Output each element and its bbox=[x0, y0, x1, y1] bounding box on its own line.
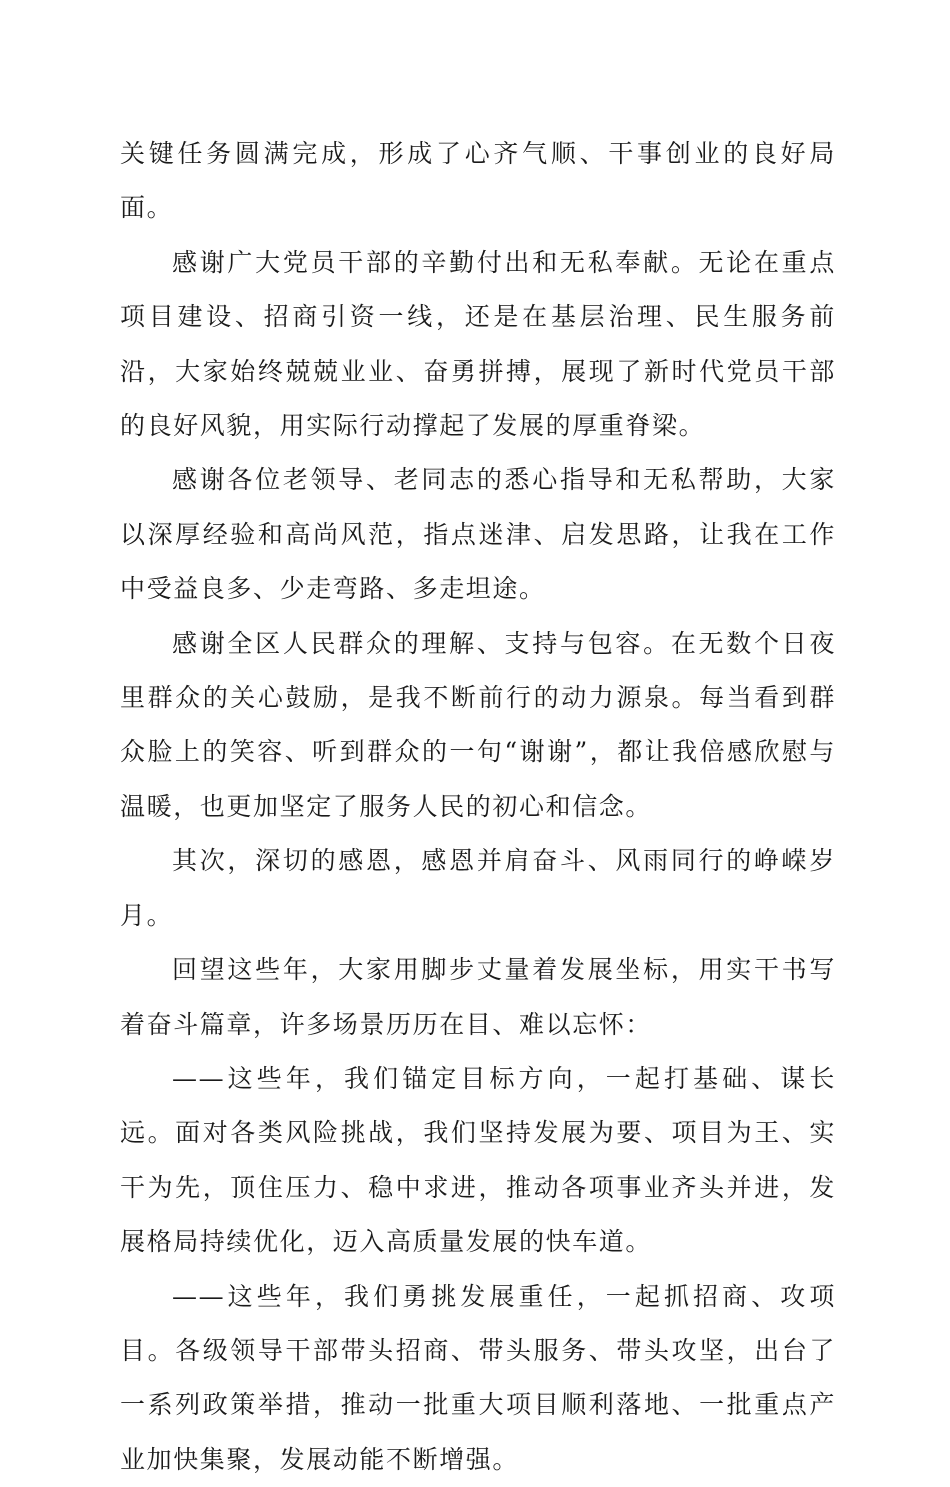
paragraph-review: 回望这些年，大家用脚步丈量着发展坐标，用实干书写着奋斗篇章，许多场景历历在目、难以忘怀： bbox=[120, 955, 836, 1039]
paragraph-thanks-people: 感谢全区人民群众的理解、支持与包容。在无数个日夜里群众的关心鼓励，是我不断前行的动力源泉。每当看到群众脸上的笑容、听到群众的一句“谢谢”，都让我倍感欣慰与温暖，也更加坚定了服务人民的初心和信念。 bbox=[120, 628, 836, 821]
paragraph-thanks-cadres: 感谢广大党员干部的辛勤付出和无私奉献。无论在重点项目建设、招商引资一线，还是在基层治理、民生服务前沿，大家始终兢兢业业、奋勇拼搏，展现了新时代党员干部的良好风貌，用实际行动撑起了发展的厚重脊梁。 bbox=[120, 247, 836, 441]
paragraph-investment: ——这些年，我们勇挑发展重任，一起抓招商、攻项目。各级领导干部带头招商、带头服务、带头攻坚，出台了一系列政策举措，推动一批重大项目顺利落地、一批重点产业加快集聚，发展动能不断增强。 bbox=[120, 1281, 836, 1474]
paragraph-goals: ——这些年，我们锚定目标方向，一起打基础、谋长远。面对各类风险挑战，我们坚持发展为要、项目为王、实干为先，顶住压力、稳中求进，推动各项事业齐头并进，发展格局持续优化，迈入高质量发展的快车道。 bbox=[120, 1063, 836, 1257]
paragraph-thanks-veterans: 感谢各位老领导、老同志的悉心指导和无私帮助，大家以深厚经验和高尚风范，指点迷津、启发思路，让我在工作中受益良多、少走弯路、多走坦途。 bbox=[120, 465, 836, 604]
paragraph-gratitude-heading: 其次，深切的感恩，感恩并肩奋斗、风雨同行的峥嵘岁月。 bbox=[120, 846, 836, 930]
paragraph-continuation: 关键任务圆满完成，形成了心齐气顺、干事创业的良好局面。 bbox=[120, 139, 836, 223]
document-body bbox=[120, 127, 836, 1487]
